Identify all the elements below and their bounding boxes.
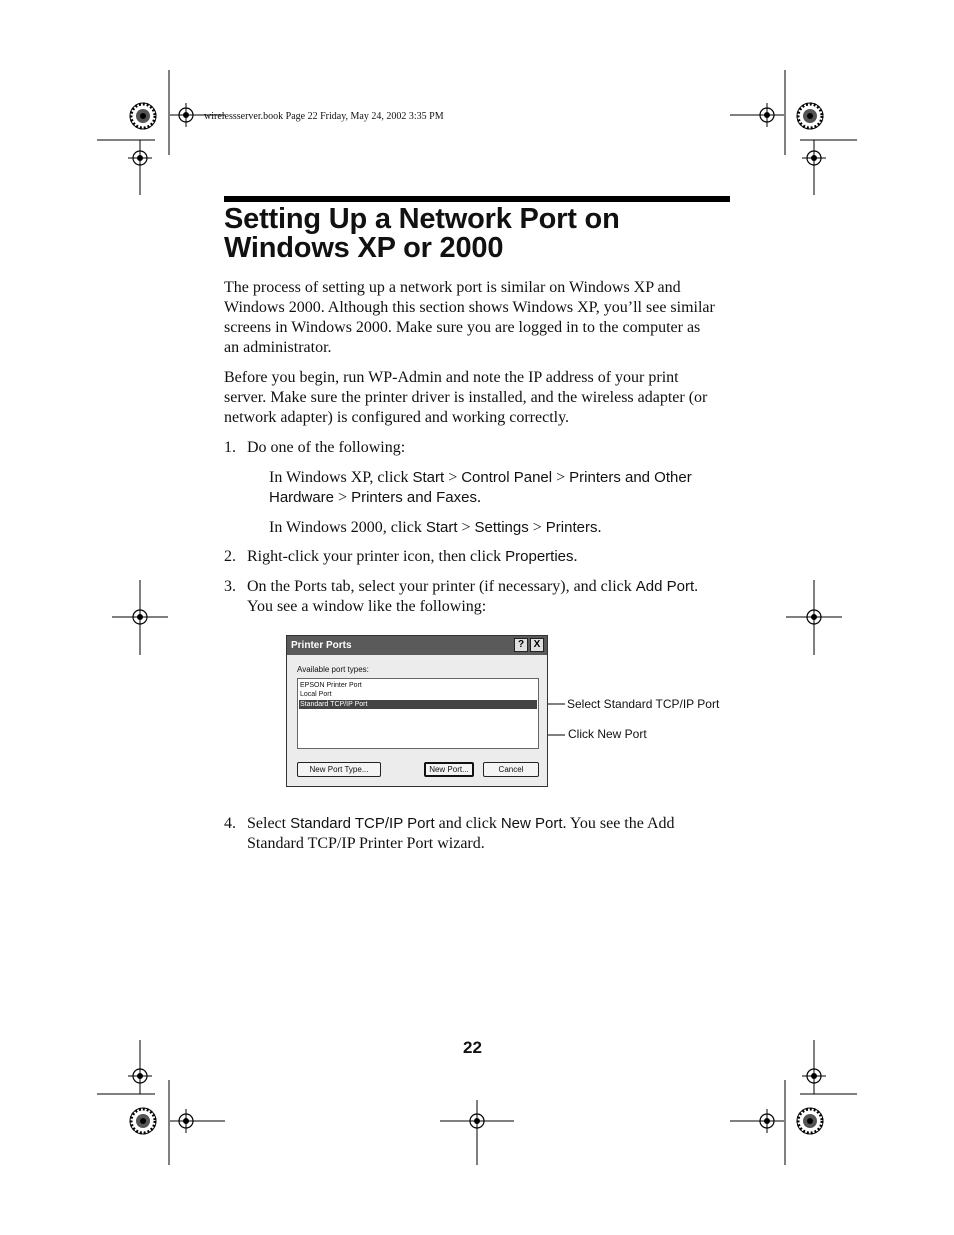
text-line: an administrator. bbox=[224, 339, 332, 356]
period: . bbox=[573, 548, 578, 565]
ui-start: Start bbox=[412, 469, 445, 486]
close-button[interactable]: X bbox=[530, 638, 544, 652]
text: . You see the Add bbox=[562, 815, 675, 832]
ui-printers-faxes: Printers and Faxes bbox=[351, 489, 477, 506]
separator: > bbox=[457, 519, 475, 536]
text-line: The process of setting up a network port is similar on Windows XP and bbox=[224, 279, 681, 296]
text: On the Ports tab, select your printer (if necessary), and click bbox=[247, 578, 636, 595]
period: . bbox=[597, 519, 602, 536]
list-item-selected[interactable]: Standard TCP/IP Port bbox=[299, 700, 537, 709]
help-button[interactable]: ? bbox=[514, 638, 528, 652]
list-item[interactable]: EPSON Printer Port bbox=[300, 682, 362, 689]
step-text bbox=[247, 577, 737, 617]
text: Right-click your printer icon, then click bbox=[247, 548, 506, 565]
title-rule bbox=[224, 196, 730, 202]
step-text bbox=[247, 814, 737, 854]
new-port-button[interactable]: New Port... bbox=[424, 762, 474, 777]
page-number: 22 bbox=[463, 1038, 482, 1057]
text-line: screens in Windows 2000. Make sure you are logged in to the computer as bbox=[224, 319, 701, 336]
cancel-button[interactable]: Cancel bbox=[483, 762, 539, 777]
text-line: network adapter) is configured and working correctly. bbox=[224, 409, 570, 426]
step-text bbox=[247, 547, 737, 567]
step-1-xp-instruction bbox=[269, 468, 739, 508]
text: In Windows XP, click bbox=[269, 469, 413, 486]
ui-settings: Settings bbox=[474, 519, 529, 536]
callout-click-new-port: Click New Port bbox=[568, 727, 647, 741]
ui-printers-other: Printers and Other bbox=[569, 469, 692, 486]
period: . bbox=[476, 489, 481, 506]
text: In Windows 2000, click bbox=[269, 519, 426, 536]
ui-control-panel: Control Panel bbox=[461, 469, 553, 486]
intro-paragraph-2 bbox=[224, 368, 734, 428]
step-text: Do one of the following: bbox=[247, 439, 406, 456]
separator: > bbox=[334, 489, 352, 506]
ui-properties: Properties bbox=[505, 548, 574, 565]
dialog-title: Printer Ports bbox=[291, 640, 352, 651]
title-line-2: Windows XP or 2000 bbox=[224, 232, 504, 264]
callout-select-port: Select Standard TCP/IP Port bbox=[567, 697, 720, 711]
ui-standard-tcpip-port: Standard TCP/IP Port bbox=[290, 815, 435, 832]
text-line: server. Make sure the printer driver is installed, and the wireless adapter (or bbox=[224, 389, 708, 406]
text-line: Before you begin, run WP-Admin and note the IP address of your print bbox=[224, 369, 679, 386]
ui-printers: Printers bbox=[545, 519, 598, 536]
new-port-type-button[interactable]: New Port Type... bbox=[297, 762, 381, 777]
step-1-2000-instruction bbox=[269, 518, 739, 538]
step-number: 3. bbox=[224, 578, 236, 595]
period: . bbox=[694, 578, 699, 595]
intro-paragraph-1 bbox=[224, 278, 734, 358]
ui-new-port: New Port bbox=[500, 815, 563, 832]
step-number: 4. bbox=[224, 815, 236, 832]
list-item[interactable]: Local Port bbox=[300, 691, 332, 698]
separator: > bbox=[552, 469, 570, 486]
text: Select bbox=[247, 815, 291, 832]
printer-ports-dialog bbox=[286, 635, 548, 787]
title-line-1: Setting Up a Network Port on bbox=[224, 203, 620, 235]
ui-add-port: Add Port bbox=[635, 578, 695, 595]
dialog-title-bar bbox=[287, 636, 547, 655]
page-title bbox=[224, 205, 744, 263]
ui-start: Start bbox=[425, 519, 458, 536]
separator: > bbox=[444, 469, 462, 486]
step-number: 1. bbox=[224, 439, 236, 456]
book-slug: wirelessserver.book Page 22 Friday, May 24, 2002 3:35 PM bbox=[204, 111, 444, 122]
ui-hardware: Hardware bbox=[269, 489, 335, 506]
text: You see a window like the following: bbox=[247, 598, 487, 615]
port-types-label: Available port types: bbox=[297, 665, 369, 674]
port-types-list[interactable] bbox=[297, 678, 539, 749]
separator: > bbox=[528, 519, 546, 536]
text: Standard TCP/IP Printer Port wizard. bbox=[247, 835, 485, 852]
text-line: Windows 2000. Although this section shows Windows XP, you’ll see similar bbox=[224, 299, 715, 316]
step-number: 2. bbox=[224, 548, 236, 565]
text: and click bbox=[434, 815, 501, 832]
